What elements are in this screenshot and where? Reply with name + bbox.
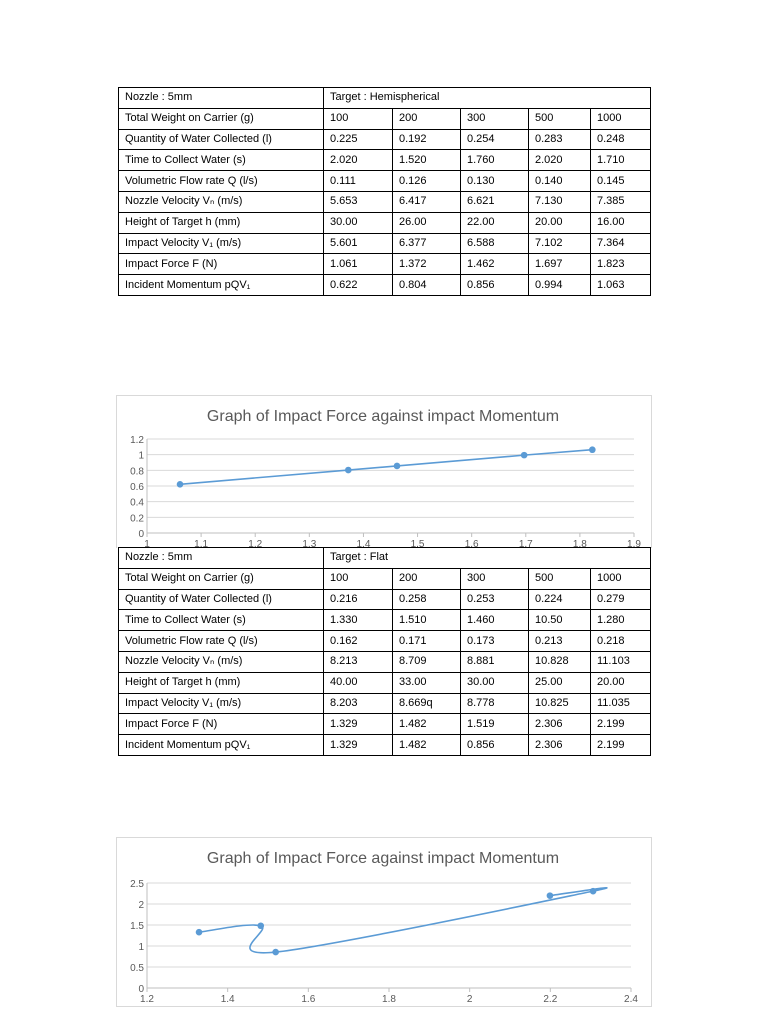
value-cell: 0.216 <box>324 589 393 610</box>
value-cell: 1000 <box>591 108 651 129</box>
value-cell: 0.804 <box>393 275 461 296</box>
table-row <box>119 254 651 275</box>
x-tick-label: 2 <box>466 994 473 1005</box>
value-cell: 8.778 <box>461 693 529 714</box>
x-tick-label: 1.2 <box>248 539 263 548</box>
row-label-cell: Impact Force F (N) <box>119 254 324 275</box>
value-cell: 30.00 <box>324 212 393 233</box>
value-cell: 100 <box>324 108 393 129</box>
x-tick-label: 1.4 <box>356 539 371 548</box>
y-tick-label: 0.6 <box>130 482 144 493</box>
row-label-cell: Volumetric Flow rate Q (l/s) <box>119 631 324 652</box>
value-cell: 1.280 <box>591 610 651 631</box>
table-row <box>119 631 651 652</box>
value-cell: 10.50 <box>529 610 591 631</box>
value-cell: 0.279 <box>591 589 651 610</box>
value-cell: 1.329 <box>324 714 393 735</box>
value-cell: 7.385 <box>591 191 651 212</box>
value-cell: 2.020 <box>324 150 393 171</box>
row-label-cell: Incident Momentum pQV₁ <box>119 735 324 756</box>
chart-title: Graph of Impact Force against impact Momentum <box>206 408 560 425</box>
value-cell: 1.697 <box>529 254 591 275</box>
value-cell: 0.171 <box>393 631 461 652</box>
x-tick-label: 1.9 <box>627 539 641 548</box>
x-tick-label: 2.2 <box>543 994 558 1005</box>
table-row <box>119 672 651 693</box>
value-cell: 0.145 <box>591 171 651 192</box>
y-tick-label: 0 <box>138 529 144 540</box>
value-cell: 10.825 <box>529 693 591 714</box>
data-point <box>177 481 184 488</box>
table-header-row <box>119 88 651 109</box>
value-cell: 16.00 <box>591 212 651 233</box>
data-point <box>590 888 597 895</box>
value-cell: 0.140 <box>529 171 591 192</box>
value-cell: 300 <box>461 108 529 129</box>
value-cell: 1.061 <box>324 254 393 275</box>
value-cell: 1.330 <box>324 610 393 631</box>
value-cell: 0.248 <box>591 129 651 150</box>
data-point <box>257 922 264 929</box>
chart-title: Graph of Impact Force against impact Momentum <box>206 850 560 867</box>
value-cell: 26.00 <box>393 212 461 233</box>
value-cell: 0.192 <box>393 129 461 150</box>
table-row <box>119 233 651 254</box>
value-cell: 6.417 <box>393 191 461 212</box>
table-row <box>119 275 651 296</box>
row-label-cell: Time to Collect Water (s) <box>119 150 324 171</box>
target-label: Target : Flat <box>324 548 651 569</box>
data-point <box>272 949 279 956</box>
value-cell: 8.669q <box>393 693 461 714</box>
value-cell: 0.856 <box>461 275 529 296</box>
table-row <box>119 693 651 714</box>
value-cell: 0.130 <box>461 171 529 192</box>
value-cell: 200 <box>393 108 461 129</box>
flat-force-momentum-chart <box>116 837 652 1007</box>
value-cell: 2.306 <box>529 714 591 735</box>
data-point <box>394 463 401 470</box>
x-tick-label: 1.8 <box>572 539 587 548</box>
value-cell: 7.102 <box>529 233 591 254</box>
value-cell: 0.173 <box>461 631 529 652</box>
y-tick-label: 0 <box>138 984 144 995</box>
table-row <box>119 735 651 756</box>
value-cell: 1.372 <box>393 254 461 275</box>
value-cell: 0.253 <box>461 589 529 610</box>
value-cell: 0.283 <box>529 129 591 150</box>
value-cell: 25.00 <box>529 672 591 693</box>
x-tick-label: 1.8 <box>382 994 396 1005</box>
value-cell: 0.126 <box>393 171 461 192</box>
series-line <box>199 888 607 953</box>
table-row <box>119 129 651 150</box>
value-cell: 8.881 <box>461 651 529 672</box>
value-cell: 6.377 <box>393 233 461 254</box>
value-cell: 1.510 <box>393 610 461 631</box>
value-cell: 11.103 <box>591 651 651 672</box>
value-cell: 1.520 <box>393 150 461 171</box>
table-row <box>119 610 651 631</box>
row-label-cell: Impact Velocity V₁ (m/s) <box>119 233 324 254</box>
row-label-cell: Nozzle Velocity Vₙ (m/s) <box>119 191 324 212</box>
value-cell: 1.329 <box>324 735 393 756</box>
y-tick-label: 0.4 <box>130 497 144 509</box>
value-cell: 0.225 <box>324 129 393 150</box>
value-cell: 1.063 <box>591 275 651 296</box>
value-cell: 1000 <box>591 568 651 589</box>
table-row <box>119 150 651 171</box>
value-cell: 5.601 <box>324 233 393 254</box>
table-row <box>119 651 651 672</box>
data-point <box>547 892 554 899</box>
x-tick-label: 2.4 <box>624 994 638 1005</box>
value-cell: 40.00 <box>324 672 393 693</box>
value-cell: 30.00 <box>461 672 529 693</box>
table-body <box>119 88 651 296</box>
value-cell: 5.653 <box>324 191 393 212</box>
value-cell: 0.213 <box>529 631 591 652</box>
y-tick-label: 0.5 <box>130 963 144 974</box>
value-cell: 1.482 <box>393 714 461 735</box>
flat-results-table <box>118 547 651 756</box>
x-tick-label: 1.6 <box>301 994 316 1005</box>
value-cell: 1.460 <box>461 610 529 631</box>
value-cell: 6.621 <box>461 191 529 212</box>
value-cell: 0.224 <box>529 589 591 610</box>
table-row <box>119 108 651 129</box>
value-cell: 20.00 <box>591 672 651 693</box>
value-cell: 2.199 <box>591 714 651 735</box>
x-tick-label: 1.1 <box>194 539 209 548</box>
chart-svg <box>117 838 651 1006</box>
row-label-cell: Quantity of Water Collected (l) <box>119 589 324 610</box>
row-label-cell: Impact Velocity V₁ (m/s) <box>119 693 324 714</box>
value-cell: 8.203 <box>324 693 393 714</box>
x-tick-label: 1.4 <box>220 994 235 1005</box>
nozzle-label: Nozzle : 5mm <box>119 548 324 569</box>
row-label-cell: Volumetric Flow rate Q (l/s) <box>119 171 324 192</box>
value-cell: 2.199 <box>591 735 651 756</box>
value-cell: 11.035 <box>591 693 651 714</box>
row-label-cell: Impact Force F (N) <box>119 714 324 735</box>
target-label: Target : Hemispherical <box>324 88 651 109</box>
value-cell: 1.760 <box>461 150 529 171</box>
y-tick-label: 2 <box>138 900 144 911</box>
value-cell: 0.622 <box>324 275 393 296</box>
value-cell: 2.306 <box>529 735 591 756</box>
x-tick-label: 1 <box>144 539 150 548</box>
data-point <box>345 467 352 474</box>
table-header-row <box>119 548 651 569</box>
value-cell: 1.462 <box>461 254 529 275</box>
data-point <box>589 446 596 453</box>
row-label-cell: Time to Collect Water (s) <box>119 610 324 631</box>
y-tick-label: 1 <box>138 942 144 953</box>
value-cell: 500 <box>529 108 591 129</box>
value-cell: 100 <box>324 568 393 589</box>
x-tick-label: 1.3 <box>302 539 317 548</box>
data-point <box>521 452 528 459</box>
row-label-cell: Incident Momentum pQV₁ <box>119 275 324 296</box>
x-tick-label: 1.7 <box>518 539 533 548</box>
y-tick-label: 1.5 <box>130 921 144 932</box>
x-tick-label: 1.2 <box>140 994 154 1005</box>
table-body <box>119 548 651 756</box>
value-cell: 7.364 <box>591 233 651 254</box>
value-cell: 2.020 <box>529 150 591 171</box>
value-cell: 0.254 <box>461 129 529 150</box>
value-cell: 0.258 <box>393 589 461 610</box>
nozzle-label: Nozzle : 5mm <box>119 88 324 109</box>
value-cell: 1.823 <box>591 254 651 275</box>
y-tick-label: 1 <box>138 450 144 462</box>
value-cell: 0.111 <box>324 171 393 192</box>
value-cell: 8.213 <box>324 651 393 672</box>
value-cell: 0.218 <box>591 631 651 652</box>
row-label-cell: Height of Target h (mm) <box>119 212 324 233</box>
value-cell: 7.130 <box>529 191 591 212</box>
table-row <box>119 568 651 589</box>
value-cell: 0.856 <box>461 735 529 756</box>
hemispherical-results-table <box>118 87 651 296</box>
y-tick-label: 0.2 <box>130 513 144 525</box>
y-tick-label: 2.5 <box>130 879 144 890</box>
row-label-cell: Quantity of Water Collected (l) <box>119 129 324 150</box>
table-row <box>119 171 651 192</box>
value-cell: 22.00 <box>461 212 529 233</box>
value-cell: 300 <box>461 568 529 589</box>
row-label-cell: Total Weight on Carrier (g) <box>119 568 324 589</box>
chart-svg <box>117 396 651 548</box>
row-label-cell: Nozzle Velocity Vₙ (m/s) <box>119 651 324 672</box>
value-cell: 10.828 <box>529 651 591 672</box>
value-cell: 1.519 <box>461 714 529 735</box>
table-row <box>119 212 651 233</box>
value-cell: 200 <box>393 568 461 589</box>
value-cell: 0.994 <box>529 275 591 296</box>
value-cell: 8.709 <box>393 651 461 672</box>
value-cell: 500 <box>529 568 591 589</box>
x-tick-label: 1.6 <box>464 539 479 548</box>
value-cell: 33.00 <box>393 672 461 693</box>
y-tick-label: 0.8 <box>130 466 144 478</box>
table-row <box>119 714 651 735</box>
data-point <box>196 929 203 936</box>
table-row <box>119 191 651 212</box>
value-cell: 6.588 <box>461 233 529 254</box>
value-cell: 1.710 <box>591 150 651 171</box>
table-row <box>119 589 651 610</box>
value-cell: 20.00 <box>529 212 591 233</box>
row-label-cell: Total Weight on Carrier (g) <box>119 108 324 129</box>
value-cell: 0.162 <box>324 631 393 652</box>
x-tick-label: 1.5 <box>410 539 425 548</box>
y-tick-label: 1.2 <box>130 435 144 446</box>
row-label-cell: Height of Target h (mm) <box>119 672 324 693</box>
value-cell: 1.482 <box>393 735 461 756</box>
hemispherical-force-momentum-chart <box>116 395 652 548</box>
